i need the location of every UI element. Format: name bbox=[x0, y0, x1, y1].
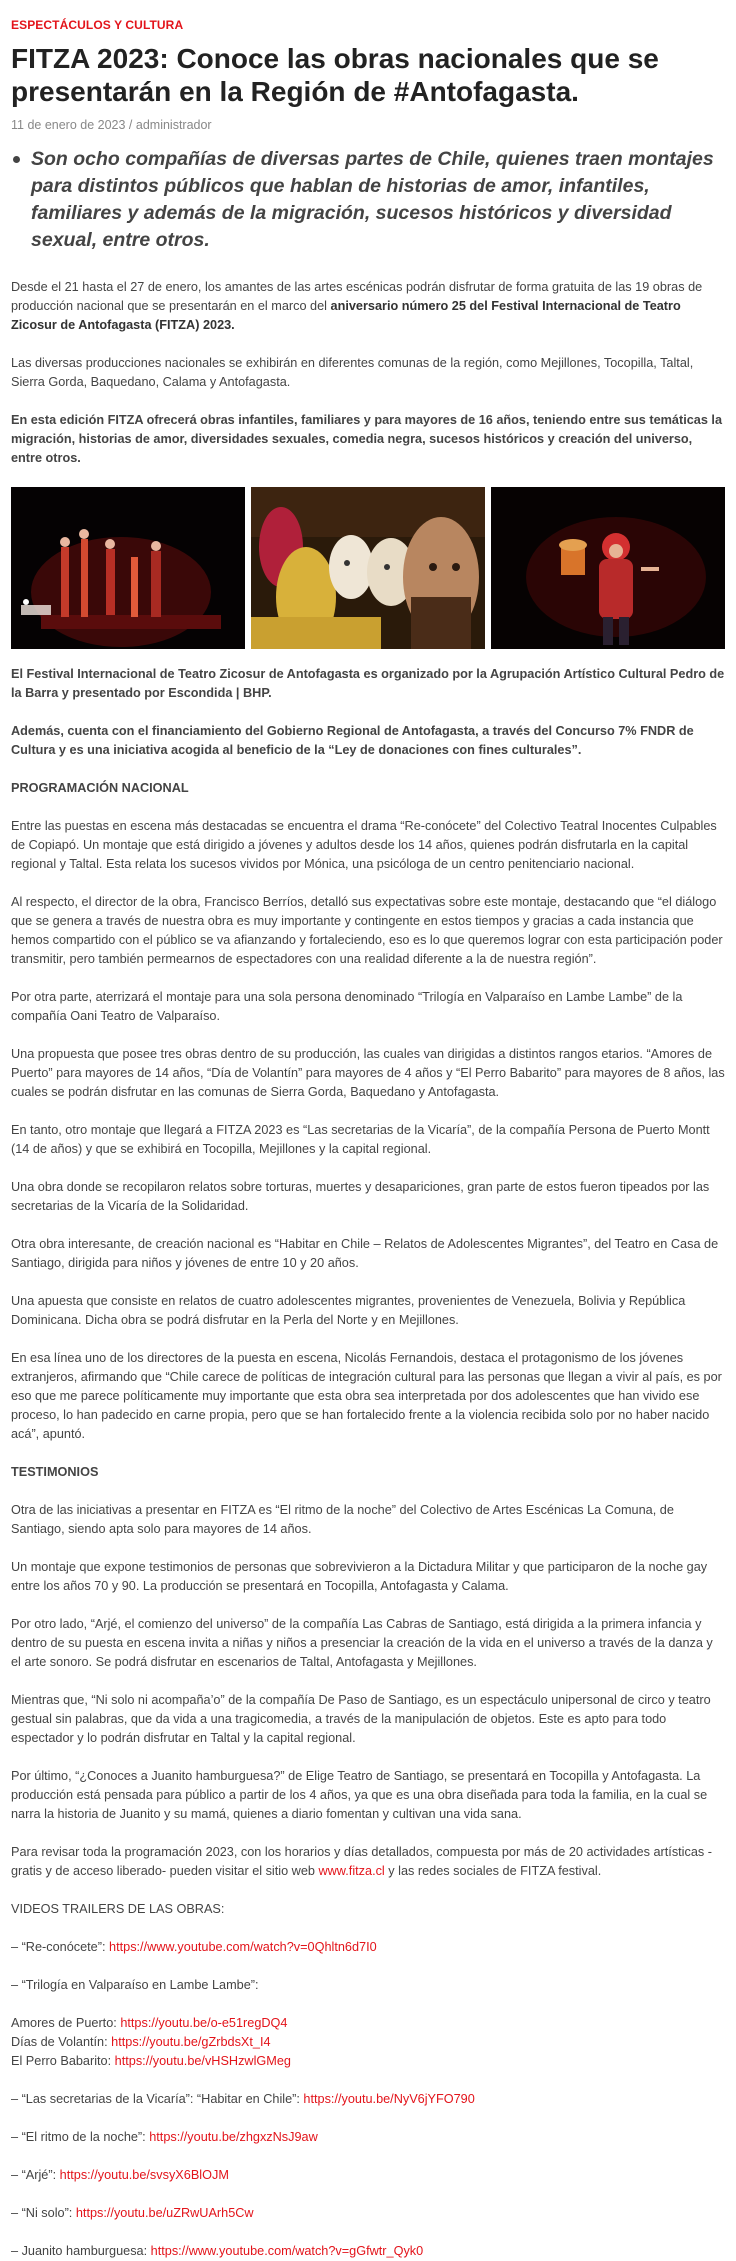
video-link[interactable]: https://www.youtube.com/watch?v=gGfwtr_Qyk0 bbox=[150, 2244, 424, 2258]
video-item bbox=[11, 2204, 725, 2223]
video-link[interactable]: https://youtu.be/vHSHzwlGMeg bbox=[114, 2054, 291, 2068]
paragraph: Por otra parte, aterrizará el montaje para una sola persona denominado “Trilogía en Valparaíso en Lambe Lambe” de la compañía Oani Teatro de Valparaíso. bbox=[11, 990, 683, 1023]
paragraph: En esa línea uno de los directores de la puesta en escena, Nicolás Fernandois, destaca el protagonismo de los jóvenes extranjeros, afirmando que “Chile carece de políticas de integración cultural para las personas que llegan a vivir al país, es por eso que me parece políticamente muy importante que esta obra sea interpretada por dos adolescentes que han vivido ese proceso, lo han padecido en carne propia, pero que se han fortalecido frente a la violencia recibida solo por no haber nacido acá”, apuntó. bbox=[11, 1351, 722, 1441]
section-heading-programacion: PROGRAMACIÓN NACIONAL bbox=[11, 781, 189, 795]
video-link[interactable]: https://youtu.be/uZRwUArh5Cw bbox=[75, 2206, 254, 2220]
paragraph: Entre las puestas en escena más destacadas se encuentra el drama “Re-conócete” del Colectivo Teatral Inocentes Culpables de Copiapó. Un montaje que está dirigido a jóvenes y adultos desde los 14 años, quienes podrán disfrutarla en la capital regional y Taltal. Esta relata los sucesos vividos por Mónica, una psicóloga de un centro penitenciario nacional. bbox=[11, 819, 717, 871]
video-item bbox=[11, 2242, 725, 2261]
video-label: – “El ritmo de la noche”: bbox=[11, 2130, 150, 2144]
video-label: – Juanito hamburguesa: bbox=[11, 2244, 151, 2258]
paragraph: En tanto, otro montaje que llegará a FITZA 2023 es “Las secretarias de la Vicaría”, de la compañía Persona de Puerto Montt (14 de años) y que se exhibirá en Tocopilla, Mejillones y la capital regional. bbox=[11, 1123, 710, 1156]
paragraph-bold: En esta edición FITZA ofrecerá obras infantiles, familiares y para mayores de 16 años, teniendo entre sus temáticas la migración, historias de amor, diversidades sexuales, comedia negra, sucesos históricos y creación del universo, entre otros. bbox=[11, 413, 722, 465]
gallery-photo-faces[interactable] bbox=[251, 487, 485, 649]
paragraph: Una obra donde se recopilaron relatos sobre torturas, muertes y desapariciones, gran parte de estos fueron tipeados por las secretarias de la Vicaría de la Solidaridad. bbox=[11, 1180, 710, 1213]
paragraph-text: Para revisar toda la programación 2023, con los horarios y días detallados, compuesta por más de 20 actividades artísticas -gratis y de acceso liberado- pueden visitar el sitio web bbox=[11, 1845, 712, 1878]
paragraph: Un montaje que expone testimonios de personas que sobrevivieron a la Dictadura Militar y que participaron de la noche gay entre los años 70 y 90. La producción se presentará en Tocopilla, Antofagasta y Calama. bbox=[11, 1560, 708, 1593]
video-item bbox=[11, 2016, 287, 2030]
paragraph: Al respecto, el director de la obra, Francisco Berríos, detalló sus expectativas sobre este montaje, destacando que “el diálogo que se genera a través de nuestra obra es muy importante y contingente en estos tiempos y gracias a cada instancia que hemos compartido con el público se va afianzando y fortaleciendo, eso es lo que queremos lograr con esta participación poder transmitir, pero también permearnos de espectadores con una realidad diferente a la de nuestra región”. bbox=[11, 895, 723, 966]
gallery-photo-stage-dancers[interactable] bbox=[11, 487, 245, 649]
video-item bbox=[11, 2054, 291, 2068]
video-item bbox=[11, 2128, 725, 2147]
video-item bbox=[11, 2090, 725, 2109]
gallery-photo-actor[interactable] bbox=[491, 487, 725, 649]
video-link[interactable]: https://youtu.be/svsyX6BlOJM bbox=[59, 2168, 229, 2182]
video-link[interactable]: https://www.youtube.com/watch?v=0Qhltn6d7I0 bbox=[109, 1940, 377, 1954]
lead-bullet bbox=[11, 146, 725, 254]
paragraph: Otra obra interesante, de creación nacional es “Habitar en Chile – Relatos de Adolescentes Migrantes”, del Teatro en Casa de Santiago, dirigida para niños y jóvenes de entre 10 y 20 años. bbox=[11, 1237, 719, 1270]
category-label[interactable]: ESPECTÁCULOS Y CULTURA bbox=[11, 18, 184, 32]
paragraph: Una apuesta que consiste en relatos de cuatro adolescentes migrantes, provenientes de Venezuela, Bolivia y República Dominicana. Dicha obra se podrá disfrutar en la Perla del Norte y en Mejillones. bbox=[11, 1294, 686, 1327]
video-label: El Perro Babarito: bbox=[11, 2054, 115, 2068]
paragraph: Una propuesta que posee tres obras dentro de su producción, las cuales van dirigidas a distintos rangos etarios. “Amores de Puerto” para mayores de 14 años, “Día de Volantín” para mayores de 4 años y “El Perro Babarito” para mayores de 8 años, las cuales se podrán disfrutar en las comunas de Sierra Gorda, Baquedano y Antofagasta. bbox=[11, 1047, 725, 1099]
article-meta: 11 de enero de 2023 / administrador bbox=[11, 118, 212, 132]
lead-text: Son ocho compañías de diversas partes de Chile, quienes traen montajes para distintos públicos que hablan de historias de amor, infantiles, familiares y además de la migración, sucesos históricos y diversidad sexual, entre otros. bbox=[31, 148, 714, 251]
paragraph: Mientras que, “Ni solo ni acompaña’o” de la compañía De Paso de Santiago, es un espectáculo unipersonal de circo y teatro gestual sin palabras, que da vida a una tragicomedia, a través de la manipulación de objetos. Este es apto para todo espectador y lo podrán disfrutar en Taltal y la capital regional. bbox=[11, 1693, 711, 1745]
paragraph: Otra de las iniciativas a presentar en FITZA es “El ritmo de la noche” del Colectivo de Artes Escénicas La Comuna, de Santiago, siendo apta solo para mayores de 14 años. bbox=[11, 1503, 674, 1536]
photo-gallery bbox=[11, 487, 725, 649]
video-link[interactable]: https://youtu.be/o-e51regDQ4 bbox=[120, 2016, 288, 2030]
videos-heading: VIDEOS TRAILERS DE LAS OBRAS: bbox=[11, 1902, 225, 1916]
video-item bbox=[11, 2166, 725, 2185]
video-link[interactable]: https://youtu.be/zhgxzNsJ9aw bbox=[149, 2130, 318, 2144]
paragraph-website bbox=[11, 1843, 725, 1881]
video-label: Días de Volantín: bbox=[11, 2035, 112, 2049]
video-item bbox=[11, 1938, 725, 1957]
paragraph-text: y las redes sociales de FITZA festival. bbox=[384, 1864, 602, 1878]
paragraph-text: Desde el 21 hasta el 27 de enero, los amantes de las artes escénicas podrán disfrutar de forma gratuita de las 19 obras de producción nacional que se presentarán en el marco del bbox=[11, 280, 703, 313]
paragraph: Por otro lado, “Arjé, el comienzo del universo” de la compañía Las Cabras de Santiago, está dirigida a la primera infancia y dentro de su puesta en escena invita a niñas y niños a presenciar la creación de la vida en el universo a través de la danza y el arte sonoro. Se podrá disfrutar en escenarios de Taltal, Antofagasta y Mejillones. bbox=[11, 1617, 713, 1669]
video-item: – “Trilogía en Valparaíso en Lambe Lambe”: bbox=[11, 1978, 259, 1992]
video-group bbox=[11, 2014, 725, 2071]
article-title: FITZA 2023: Conoce las obras nacionales que se presentarán en la Región de #Antofagasta. bbox=[11, 43, 659, 107]
bullet-dot-icon bbox=[13, 156, 20, 163]
video-label: – “Arjé”: bbox=[11, 2168, 60, 2182]
video-label: – “Las secretarias de la Vicaría”: “Habitar en Chile”: bbox=[11, 2092, 304, 2106]
video-item bbox=[11, 2035, 271, 2049]
video-link[interactable]: https://youtu.be/gZrbdsXt_I4 bbox=[111, 2035, 271, 2049]
paragraph: Por último, “¿Conoces a Juanito hamburguesa?” de Elige Teatro de Santiago, se presentará en Tocopilla y Antofagasta. La producción está pensada para público a partir de los 4 años, ya que es una obra diseñada para toda la familia, en la cual se narra la historia de Juanito y su mamá, quienes a diario fomentan y cultivan una vida sana. bbox=[11, 1769, 708, 1821]
video-label: – “Re-conócete”: bbox=[11, 1940, 110, 1954]
paragraph-bold: El Festival Internacional de Teatro Zicosur de Antofagasta es organizado por la Agrupación Artístico Cultural Pedro de la Barra y presentado por Escondida | BHP. bbox=[11, 667, 725, 700]
paragraph-bold: Además, cuenta con el financiamiento del Gobierno Regional de Antofagasta, a través del Concurso 7% FNDR de Cultura y es una iniciativa acogida al beneficio de la “Ley de donaciones con fines culturales”. bbox=[11, 724, 694, 757]
fitza-website-link[interactable]: www.fitza.cl bbox=[318, 1864, 385, 1878]
video-label: Amores de Puerto: bbox=[11, 2016, 121, 2030]
paragraph-intro bbox=[11, 278, 725, 335]
paragraph-bold-text: aniversario número 25 del Festival Internacional de Teatro Zicosur de Antofagasta (FITZA) 2023. bbox=[11, 299, 681, 332]
paragraph: Las diversas producciones nacionales se exhibirán en diferentes comunas de la región, como Mejillones, Tocopilla, Taltal, Sierra Gorda, Baquedano, Calama y Antofagasta. bbox=[11, 356, 694, 389]
section-heading-testimonios: TESTIMONIOS bbox=[11, 1465, 99, 1479]
video-link[interactable]: https://youtu.be/NyV6jYFO790 bbox=[303, 2092, 475, 2106]
video-label: – “Ni solo”: bbox=[11, 2206, 76, 2220]
